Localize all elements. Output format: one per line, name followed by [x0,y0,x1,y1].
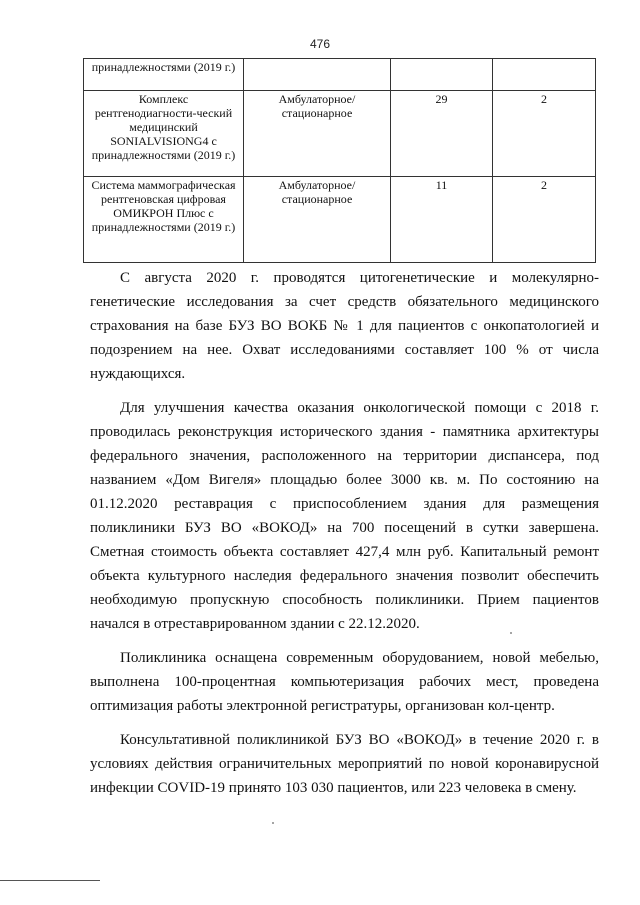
equipment-name-cell: Комплекс рентгенодиагности-ческий медицинский SONIALVISIONG4 с принадлежностями (2019 г.) [84,91,244,177]
extra-cell [493,59,596,91]
equipment-name-cell: принадлежностями (2019 г.) [84,59,244,91]
footnote-divider [0,880,100,881]
paragraph-covid-patients: Консультативной поликлиникой БУЗ ВО «ВОКОД» в течение 2020 г. в условиях действия ограничительных мероприятий по новой коронавирусной инфекции COVID-19 принято 103 030 пациентов, или 223 человека в смену. [90,732,599,796]
count-cell [391,59,493,91]
page-number: 476 [309,37,331,51]
care-type-cell: Амбулаторное/ стационарное [244,91,391,177]
count-cell: 29 [391,91,493,177]
paragraph-reconstruction: Для улучшения качества оказания онкологической помощи с 2018 г. проводилась реконструкция исторического здания - памятника архитектуры федерального значения, расположенного на территории диспансера, под названием «Дом Вигеля» площадью более 3000 кв. м. По состоянию на 01.12.2020 реставрация с приспособлением здания для размещения поликлиники БУЗ ВО «ВОКОД» на 700 посещений в сутки завершена. Сметная стоимость объекта составляет 427,4 млн руб. Капитальный ремонт объекта культурного наследия федерального значения позволит обеспечить необходимую пропускную способность поликлиники. Прием пациентов начался в отреставрированном здании с 22.12.2020. [90,400,599,632]
scan-speck [272,822,274,824]
paragraph-genetics: С августа 2020 г. проводятся цитогенетические и молекулярно-генетические исследования за счет средств обязательного медицинского страхования на базе БУЗ ВО ВОКБ № 1 для пациентов с онкопатологией и подозрением на нее. Охват исследованиями составляет 100 % от числа нуждающихся. [90,270,599,382]
count-cell: 11 [391,177,493,263]
equipment-name-cell: Система маммографическая рентгеновская цифровая ОМИКРОН Плюс с принадлежностями (2019 г.) [84,177,244,263]
scan-speck [510,632,512,634]
extra-cell: 2 [493,177,596,263]
body-text [90,266,599,810]
table-row [84,91,596,177]
table-row [84,177,596,263]
extra-cell: 2 [493,91,596,177]
care-type-cell: Амбулаторное/ стационарное [244,177,391,263]
equipment-table [83,58,596,263]
table-row [84,59,596,91]
care-type-cell [244,59,391,91]
paragraph-equipment: Поликлиника оснащена современным оборудованием, новой мебелью, выполнена 100-процентная компьютеризация рабочих мест, проведена оптимизация работы электронной регистратуры, организован кол-центр. [90,650,599,714]
